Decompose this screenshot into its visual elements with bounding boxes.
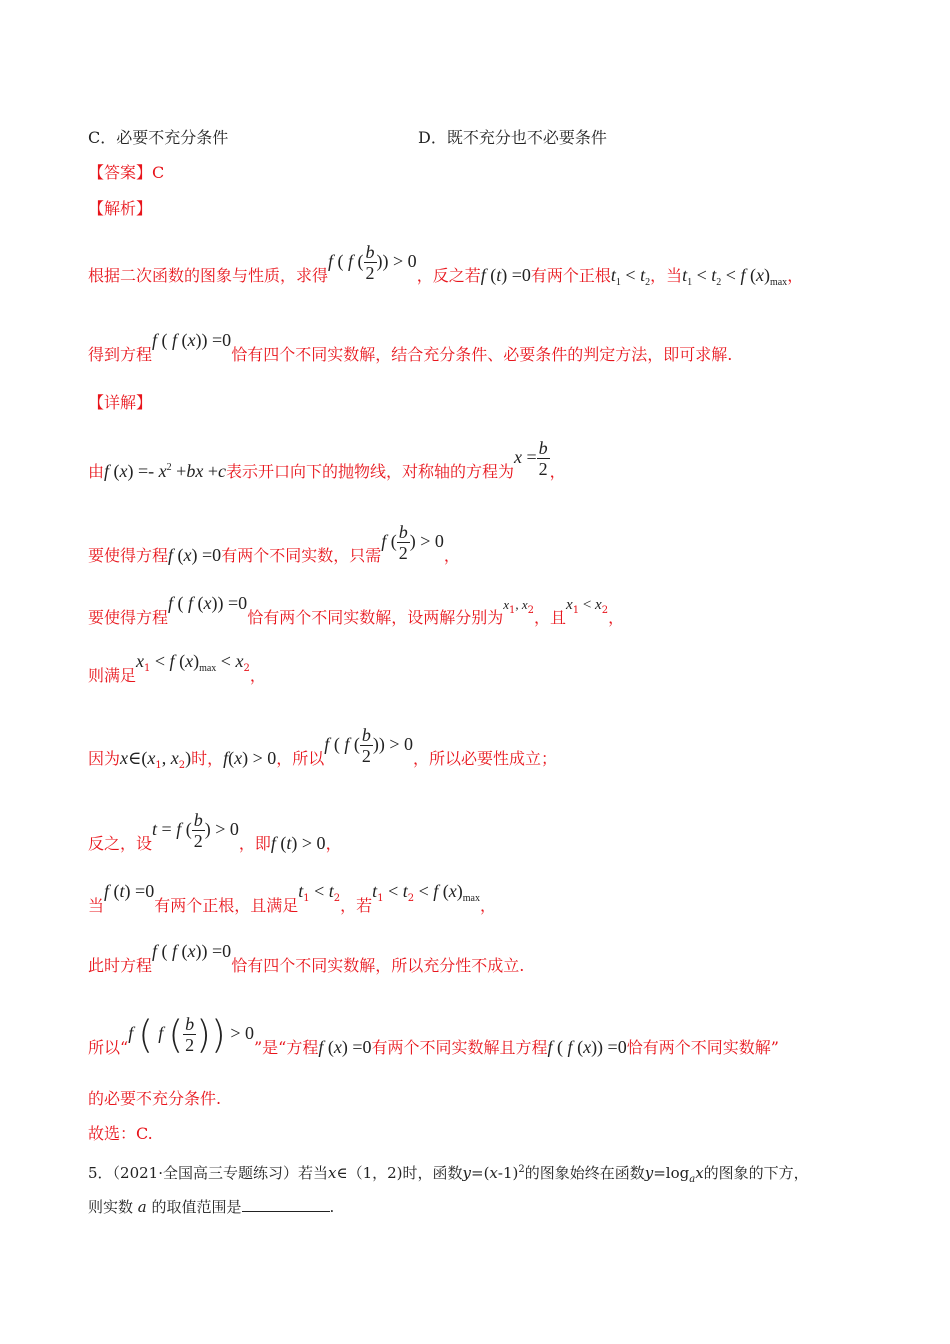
answer-blank[interactable] [242,1197,330,1212]
option-d: D．既不充分也不必要条件 [418,128,607,147]
detail-line-1: 由f $(x) =- x^2 +bx +c$表示开口向下的抛物线，对称轴的方程为x = $\frac{b}{2}$ ， [88,438,566,481]
answer-label: 【答案】C [88,163,165,182]
detail-line-7: 当f (t) =0有两个正根，且满足$t_1 < t_2$，若$t_1 < t_2 < f$ $(x)_{max}$， [88,881,497,915]
detail-line-4: 则满足$x_1 < f$ $(x)_{max} < x_2$， [88,651,266,685]
detail-line-8: 此时方程f ( f (x)) =0恰有四个不同实数解，所以充分性不成立. [88,941,525,975]
question-5-line-2: 则实数 a 的取值范围是 . [88,1198,335,1216]
detail-label: 【详解】 [88,393,153,412]
question-5-line-1: 5．（2021·全国高三专题练习）若当x∈（1，2)时，函数$y=(x-1)^2$的图象始终在函数$y=\log_ax$的图象的下方， [88,1164,809,1185]
detail-line-3: 要使得方程f ( f (x)) =0恰有两个不同实数解，设两解分别为$^{x_1, x_2}$，且$x_1 < x_2$， [88,593,625,627]
detail-line-6: 反之，设t = f ( $\frac{b}{2}$ ) > 0，即f (t) > 0， [88,810,342,853]
detail-line-10: 的必要不充分条件. [88,1089,222,1108]
detail-line-11: 故选：C. [88,1124,153,1143]
detail-line-2: 要使得方程f (x) =0有两个不同实数，只需f ( $\frac{b}{2}$ ) > 0， [88,522,460,565]
analysis-label: 【解析】 [88,199,153,218]
option-c: C．必要不充分条件 [88,128,229,147]
analysis-para-1: 根据二次函数的图象与性质，求得f ( f ( $\frac{b}{2}$ )) > 0，反之若f (t) =0有两个正根$t_1 < t_2$，当$t_1 < t_2 < f$ $(x)_{max}$， [88,242,804,288]
detail-line-9: 所以“f ( f ( $\frac{b}{2}$ )) > 0”是“方程f (x) =0有两个不同实数解且方程f ( f (x)) =0恰有两个不同实数解” [88,1012,779,1057]
analysis-para-2: 得到方程f ( f (x)) =0恰有四个不同实数解，结合充分条件、必要条件的判定方法，即可求解. [88,330,733,364]
detail-line-5: 因为$x\in(x_1$, $x_2$)时，f(x) > 0，所以f ( f ( $\frac{b}{2}$ )) > 0，所以必要性成立； [88,725,557,771]
